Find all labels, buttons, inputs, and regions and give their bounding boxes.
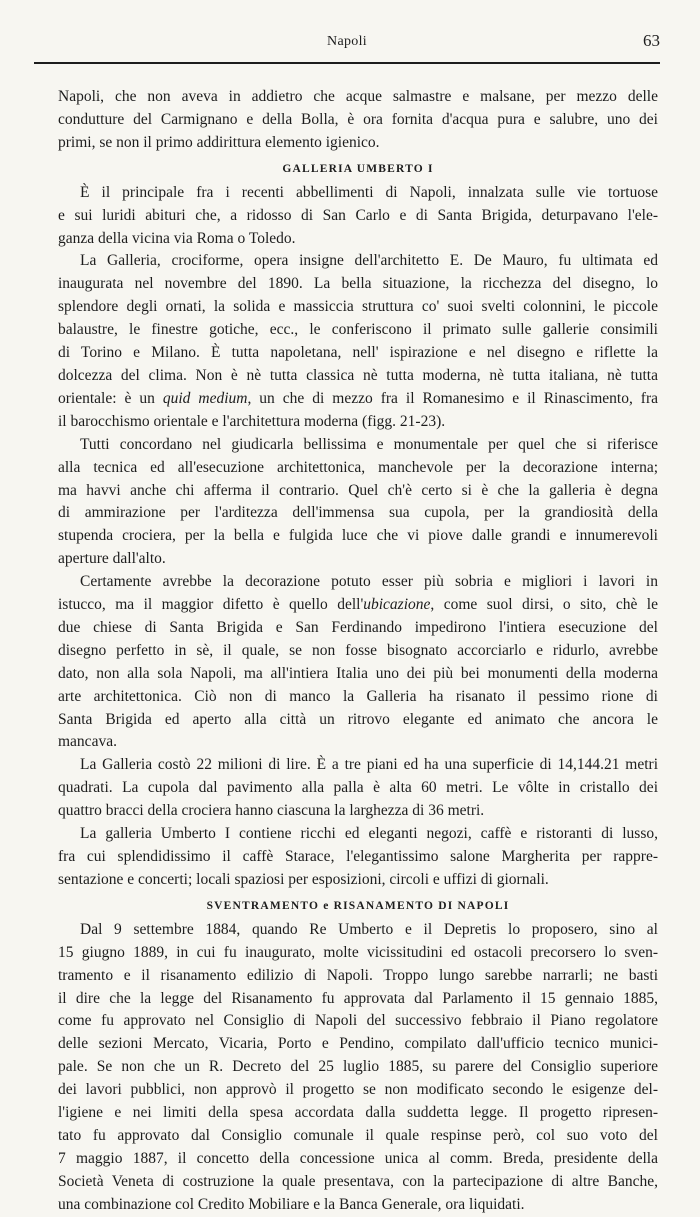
text-line: disegno perfetto in sè, il quale, se non fosse bisognato accorciarlo e ridurlo, avrebbe <box>58 641 658 659</box>
text-line: ganza della vicina via Roma o Toledo. <box>58 229 296 247</box>
italic-term: ubicazione <box>363 596 431 614</box>
text-line: 7 maggio 1887, il concetto della concessione unica al comm. Breda, presidente della <box>58 1149 658 1167</box>
text-run: , un che di mezzo fra il Romanesimo e il Rinascimento, fra <box>247 389 658 407</box>
page-number: 63 <box>643 31 660 50</box>
text-run: istucco, ma il maggior difetto è quello dell' <box>58 596 364 614</box>
text-line: tramento e il risanamento edilizio di Napoli. Troppo lungo sarebbe narrarli; ne basti <box>58 966 658 984</box>
text-line: due chiese di Santa Brigida e San Ferdinando impedirono l'intiera esecuzione del <box>58 618 658 636</box>
text-line: Certamente avrebbe la decorazione potuto esser più sobria e migliori i lavori in <box>80 573 658 591</box>
paragraph <box>58 823 658 892</box>
text-line: La Galleria, crociforme, opera insigne dell'architetto E. De Mauro, fu ultimata ed <box>80 252 658 270</box>
text-line: La galleria Umberto I contiene ricchi ed eleganti negozi, caffè e ristoranti di lusso, <box>80 825 658 843</box>
text-line: primi, se non il primo addirittura elemento igienico. <box>58 133 380 151</box>
text-line: dolcezza del clima. Non è nè tutta classica nè tutta moderna, nè tutta italiana, nè tutta <box>58 366 658 384</box>
text-run: orientale: è un <box>58 389 163 407</box>
page-header <box>34 31 660 54</box>
text-line: come fu approvato nel Consiglio di Napoli del successivo febbraio il Piano regolatore <box>58 1012 658 1030</box>
paragraph <box>58 754 658 823</box>
text-line: alla tecnica ed all'esecuzione architettonica, manchevole per la decorazione interna; <box>58 458 658 476</box>
text-line: dei lavori pubblici, non approvò il progetto se non modificato secondo le esigenze del- <box>58 1081 658 1099</box>
text-line: di Torino e Milano. È tutta napoletana, nell' ispirazione e nel disegno e riflette la <box>58 344 658 362</box>
paragraph <box>58 919 658 1217</box>
text-line: balaustre, le finestre gotiche, ecc., le conferiscono il primato sulle gallerie consimili <box>58 321 658 339</box>
intro-paragraph <box>58 86 658 155</box>
text-line: inaugurata nel novembre del 1890. La bella situazione, la ricchezza del disegno, lo <box>58 275 658 293</box>
text-line: condutture del Carmignano e della Bolla, è ora fornita d'acqua pura e salubre, uno dei <box>58 110 658 128</box>
text-line: Santa Brigida ed aperto alla città un ritrovo elegante ed animato che ancora le <box>58 710 658 728</box>
text-line: sentazione e concerti; locali spaziosi per esposizioni, circoli e uffizi di giornali. <box>58 870 549 888</box>
text-line: splendore degli ornati, la solida e massiccia struttura co' suoi svelti colonnini, le piccole <box>58 298 658 316</box>
section-heading-sventramento: SVENTRAMENTO e RISANAMENTO DI NAPOLI <box>206 899 510 912</box>
section-heading-galleria: GALLERIA UMBERTO I <box>282 162 434 175</box>
text-line: pale. Se non che un R. Decreto del 25 luglio 1885, su parere del Consiglio superiore <box>58 1058 658 1076</box>
text-line: arte architettonica. Ciò non di manco la Galleria ha risanato il pessimo rione di <box>58 687 658 705</box>
text-line: aperture dall'alto. <box>58 550 166 568</box>
text-run: , come suol dirsi, o sito, chè le <box>430 596 658 614</box>
paragraph <box>58 250 658 433</box>
text-line: È il principale fra i recenti abbellimenti di Napoli, innalzata sulle vie tortuose <box>80 183 658 201</box>
text-line: stupenda crociera, per la bella e fulgida luce che vi piove dalle grandi e innumerevoli <box>58 527 658 545</box>
paragraph <box>58 182 658 251</box>
text-line: La Galleria costò 22 milioni di lire. È a tre piani ed ha una superficie di 14,144.21 metri <box>80 756 658 774</box>
text-line: di ammirazione per l'arditezza dell'immensa sua cupola, per la grandiosità della <box>58 504 658 522</box>
paragraph <box>58 434 658 571</box>
text-line: dato, non alla sola Napoli, ma all'intiera Italia uno dei più bei monumenti della moderna <box>58 664 658 682</box>
text-line: fra cui splendidissimo il caffè Starace, l'elegantissimo salone Margherita per rappre- <box>58 848 658 865</box>
body-text <box>58 86 658 1217</box>
text-line: Dal 9 settembre 1884, quando Re Umberto e il Depretis lo proposero, sino al <box>80 920 658 938</box>
text-line: ma havvi anche chi afferma il contrario. Quel ch'è certo si è che la galleria è degna <box>58 481 658 499</box>
text-line: Tutti concordano nel giudicarla bellissima e monumentale per quel che si riferisce <box>80 435 658 453</box>
text-line: 15 giugno 1889, in cui fu inaugurato, molte vicissitudini ed ostacoli precorsero lo sven- <box>58 943 658 961</box>
text-line: Napoli, che non aveva in addietro che acque salmastre e malsane, per mezzo delle <box>58 88 658 105</box>
italic-term: quid medium <box>162 389 248 407</box>
paragraph <box>58 571 658 754</box>
text-line: mancava. <box>58 733 117 751</box>
text-line: il dire che la legge del Risanamento fu approvata dal Parlamento il 15 gennaio 1885, <box>58 989 658 1007</box>
text-line <box>58 388 658 411</box>
running-title: Napoli <box>327 34 367 49</box>
text-line: Società Veneta di costruzione la quale presentava, con la partecipazione di altre Banche, <box>58 1172 658 1190</box>
text-line: e sui luridi abituri che, a ridosso di San Carlo e di Santa Brigida, deturpavano l'ele- <box>58 206 658 224</box>
header-rule <box>34 62 660 64</box>
text-line <box>58 594 658 617</box>
text-line: una combinazione col Credito Mobiliare e la Banca Generale, ora liquidati. <box>58 1195 525 1213</box>
text-line: delle sezioni Mercato, Vicaria, Porto e Pendino, compilato dall'ufficio tecnico munici- <box>58 1035 658 1053</box>
text-line: quattro bracci della crociera hanno ciascuna la larghezza di 36 metri. <box>58 802 485 820</box>
text-line: quadrati. La cupola dal pavimento alla palla è alta 60 metri. Le vôlte in cristallo dei <box>58 779 658 797</box>
text-line: tato fu approvato dal Consiglio comunale il quale respinse però, col suo voto del <box>58 1126 658 1144</box>
text-line: l'igiene e nei limiti della spesa accordata dalla suddetta legge. Il progetto ripresen- <box>58 1104 658 1122</box>
text-line: il barocchismo orientale e l'architettura moderna (figg. 21-23). <box>58 412 446 430</box>
